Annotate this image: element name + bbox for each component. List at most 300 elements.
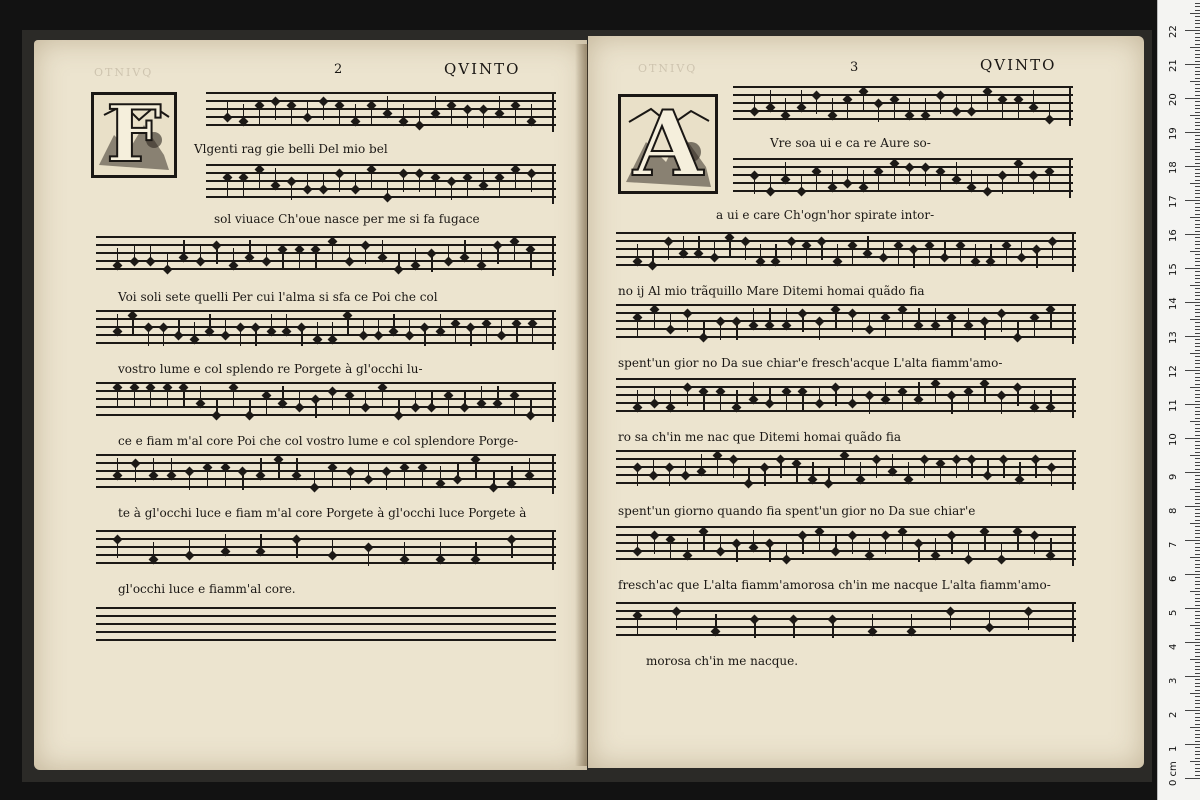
music-staff: [616, 304, 1076, 344]
note-stem: [403, 176, 404, 192]
note-stem: [847, 166, 848, 182]
note-stem: [821, 244, 822, 260]
ruler-tick: [1195, 91, 1200, 92]
note-stem: [483, 168, 484, 184]
staff-end-bar: [1069, 86, 1071, 126]
note-stem: [832, 98, 833, 114]
ruler-tick: [1195, 554, 1200, 555]
ruler-tick: [1195, 605, 1200, 606]
ruler-tick: [1195, 278, 1200, 279]
note-stem: [415, 248, 416, 264]
note-stem: [918, 546, 919, 562]
music-staff: [96, 310, 556, 350]
note-stem: [703, 534, 704, 550]
note-stem: [291, 184, 292, 200]
lyric-line: ro sa ch'in me nac que Ditemi homai quãdo fia: [618, 430, 902, 444]
note-stem: [382, 240, 383, 256]
ruler-tick: [1195, 632, 1200, 633]
ruler-tick: [1195, 224, 1200, 225]
note-stem: [301, 330, 302, 346]
ruler-tick: [1195, 37, 1200, 38]
note-stem: [132, 318, 133, 334]
note-stem: [786, 542, 787, 558]
note-stem: [440, 542, 441, 558]
note-stem: [259, 108, 260, 124]
note-stem: [940, 466, 941, 482]
note-stem: [409, 318, 410, 334]
note-stem: [299, 252, 300, 268]
note-stem: [971, 94, 972, 110]
note-stem: [451, 184, 452, 200]
staff-end-bar: [1072, 450, 1074, 490]
ruler-tick: [1195, 407, 1200, 408]
note-stem: [153, 542, 154, 558]
note-stem: [339, 176, 340, 192]
note-stem: [652, 248, 653, 264]
note-stem: [435, 180, 436, 196]
ruler-tick: [1190, 115, 1200, 116]
ruler-tick: [1195, 598, 1200, 599]
ruler-tick: [1195, 594, 1200, 595]
note-stem: [968, 308, 969, 324]
ruler-tick: [1185, 30, 1200, 31]
note-stem: [332, 538, 333, 554]
note-stem: [902, 394, 903, 410]
ruler-tick: [1190, 149, 1200, 150]
note-stem: [282, 386, 283, 402]
ruler-tick: [1190, 319, 1200, 320]
note-stem: [911, 614, 912, 630]
note-stem: [1002, 102, 1003, 118]
note-stem: [950, 614, 951, 630]
ruler-tick: [1195, 520, 1200, 521]
ruler-tick: [1195, 271, 1200, 272]
ruler-tick: [1195, 503, 1200, 504]
note-stem: [1051, 470, 1052, 486]
note-stem: [216, 248, 217, 264]
note-stem: [670, 542, 671, 558]
note-stem: [278, 462, 279, 478]
note-stem: [493, 470, 494, 486]
ruler-label: 1: [1168, 745, 1179, 752]
staff-end-bar: [1072, 232, 1074, 272]
music-staff: [206, 92, 556, 132]
ruler-tick: [1195, 261, 1200, 262]
music-staff: [96, 382, 556, 422]
ruler-label: 7: [1168, 541, 1179, 548]
ruler-tick: [1195, 101, 1200, 102]
ruler-label: 14: [1168, 297, 1179, 310]
note-stem: [863, 94, 864, 110]
note-stem: [323, 104, 324, 120]
ruler-tick: [1195, 662, 1200, 663]
note-stem: [150, 390, 151, 406]
ruler-tick: [1185, 98, 1200, 99]
note-stem: [654, 312, 655, 328]
ruler-tick: [1190, 557, 1200, 558]
ruler-tick: [1185, 302, 1200, 303]
note-stem: [501, 318, 502, 334]
note-stem: [225, 318, 226, 334]
note-stem: [802, 538, 803, 554]
ruler-tick: [1190, 659, 1200, 660]
ruler-tick: [1190, 693, 1200, 694]
note-stem: [1001, 542, 1002, 558]
ruler-tick: [1195, 380, 1200, 381]
note-stem: [1028, 614, 1029, 630]
note-stem: [529, 458, 530, 474]
note-stem: [802, 316, 803, 332]
ruler-tick: [1185, 336, 1200, 337]
music-staff: [96, 454, 556, 494]
note-stem: [736, 546, 737, 562]
note-stem: [363, 318, 364, 334]
note-stem: [935, 538, 936, 554]
note-stem: [183, 390, 184, 406]
music-staff: [616, 602, 1076, 642]
note-stem: [282, 252, 283, 268]
ruler-tick: [1195, 346, 1200, 347]
ruler-tick: [1195, 316, 1200, 317]
note-stem: [1021, 240, 1022, 256]
ruler-tick: [1195, 615, 1200, 616]
note-stem: [455, 326, 456, 342]
ruler-tick: [1195, 6, 1200, 7]
ruler-label: 13: [1168, 331, 1179, 344]
note-stem: [1050, 312, 1051, 328]
note-stem: [960, 248, 961, 264]
note-stem: [812, 462, 813, 478]
ruler-tick: [1195, 469, 1200, 470]
note-stem: [1050, 538, 1051, 554]
ruler-tick: [1195, 513, 1200, 514]
note-stem: [317, 322, 318, 338]
note-stem: [1017, 390, 1018, 406]
ruler-tick: [1195, 197, 1200, 198]
note-stem: [924, 462, 925, 478]
staff-end-bar: [552, 530, 554, 570]
music-staff: [616, 450, 1076, 490]
note-stem: [940, 98, 941, 114]
note-stem: [736, 390, 737, 406]
note-stem: [266, 244, 267, 260]
note-stem: [260, 534, 261, 550]
note-stem: [431, 390, 432, 406]
note-stem: [515, 172, 516, 188]
note-stem: [819, 534, 820, 550]
ruler-tick: [1195, 152, 1200, 153]
note-stem: [249, 240, 250, 256]
note-stem: [989, 610, 990, 626]
ruler-label: 9: [1168, 473, 1179, 480]
note-stem: [183, 240, 184, 256]
ruler-label: 10: [1168, 433, 1179, 446]
note-stem: [867, 236, 868, 252]
ruler-tick: [1195, 112, 1200, 113]
note-stem: [291, 108, 292, 124]
note-stem: [365, 390, 366, 406]
ruler-tick: [1195, 88, 1200, 89]
note-stem: [956, 162, 957, 178]
note-stem: [1018, 102, 1019, 118]
note-stem: [748, 466, 749, 482]
ruler-tick: [1190, 251, 1200, 252]
ruler-label: 3: [1168, 677, 1179, 684]
note-stem: [968, 394, 969, 410]
note-stem: [516, 326, 517, 342]
note-stem: [515, 108, 516, 124]
note-stem: [670, 390, 671, 406]
decorated-initial: [91, 92, 177, 178]
ruler-tick: [1185, 744, 1200, 745]
ruler-tick: [1195, 373, 1200, 374]
ruler-tick: [1195, 220, 1200, 221]
note-stem: [255, 330, 256, 346]
note-stem: [398, 398, 399, 414]
ruler-tick: [1195, 326, 1200, 327]
note-stem: [431, 256, 432, 272]
note-stem: [475, 542, 476, 558]
ruler-tick: [1185, 370, 1200, 371]
note-stem: [419, 176, 420, 192]
ruler-tick: [1185, 404, 1200, 405]
ruler-tick: [1190, 761, 1200, 762]
ruler-tick: [1195, 401, 1200, 402]
ruler-tick: [1195, 571, 1200, 572]
note-stem: [925, 170, 926, 186]
note-stem: [902, 534, 903, 550]
ruler-tick: [1195, 424, 1200, 425]
note-stem: [687, 390, 688, 406]
note-stem: [486, 326, 487, 342]
note-stem: [440, 314, 441, 330]
note-stem: [470, 330, 471, 346]
ruler-label: 22: [1168, 25, 1179, 38]
ruler-tick: [1195, 622, 1200, 623]
note-stem: [929, 248, 930, 264]
ruler-label: 4: [1168, 643, 1179, 650]
note-stem: [404, 470, 405, 486]
ruler-tick: [1185, 506, 1200, 507]
ruler-tick: [1195, 207, 1200, 208]
note-stem: [511, 542, 512, 558]
note-stem: [511, 466, 512, 482]
ruler-tick: [1195, 754, 1200, 755]
ruler-tick: [1195, 173, 1200, 174]
note-stem: [1017, 534, 1018, 550]
voice-part-heading: QVINTO: [980, 56, 1057, 74]
note-stem: [532, 326, 533, 342]
note-stem: [339, 108, 340, 124]
ruler-tick: [1190, 523, 1200, 524]
ruler-tick: [1195, 730, 1200, 731]
note-stem: [497, 248, 498, 264]
note-stem: [637, 390, 638, 406]
note-stem: [987, 458, 988, 474]
note-stem: [167, 390, 168, 406]
note-stem: [225, 534, 226, 550]
note-stem: [382, 390, 383, 406]
note-stem: [885, 538, 886, 554]
ruler-tick: [1195, 611, 1200, 612]
ruler-tick: [1195, 747, 1200, 748]
note-stem: [117, 458, 118, 474]
ruler-tick: [1195, 193, 1200, 194]
note-stem: [117, 542, 118, 558]
ruler-tick: [1195, 577, 1200, 578]
ruler-tick: [1195, 584, 1200, 585]
note-stem: [167, 252, 168, 268]
ruler-tick: [1195, 649, 1200, 650]
ruler-tick: [1190, 47, 1200, 48]
note-stem: [1036, 252, 1037, 268]
note-stem: [475, 462, 476, 478]
ruler-tick: [1195, 40, 1200, 41]
note-stem: [984, 534, 985, 550]
note-stem: [163, 330, 164, 346]
ruler-tick: [1195, 428, 1200, 429]
lyric-line: Vre soa ui e ca re Aure so-: [770, 136, 931, 150]
note-stem: [1001, 398, 1002, 414]
note-stem: [835, 390, 836, 406]
note-stem: [669, 470, 670, 486]
note-stem: [883, 240, 884, 256]
note-stem: [908, 462, 909, 478]
ruler-tick: [1195, 543, 1200, 544]
note-stem: [878, 174, 879, 190]
ruler-tick: [1195, 163, 1200, 164]
note-stem: [448, 244, 449, 260]
ruler-tick: [1195, 652, 1200, 653]
ruler-tick: [1195, 707, 1200, 708]
note-stem: [869, 538, 870, 554]
ruler-label: 17: [1168, 195, 1179, 208]
ruler-tick: [1195, 71, 1200, 72]
note-stem: [832, 170, 833, 186]
ruler-tick: [1195, 231, 1200, 232]
ruler-label: 12: [1168, 365, 1179, 378]
note-stem: [703, 394, 704, 410]
note-stem: [225, 470, 226, 486]
note-stem: [275, 104, 276, 120]
staff-end-bar: [552, 164, 554, 204]
ruler-tick: [1195, 758, 1200, 759]
ruler-label: 6: [1168, 575, 1179, 582]
ruler-tick: [1195, 737, 1200, 738]
ruler-tick: [1190, 81, 1200, 82]
note-stem: [296, 458, 297, 474]
note-stem: [249, 398, 250, 414]
note-stem: [200, 244, 201, 260]
note-stem: [148, 330, 149, 346]
ruler-tick: [1195, 186, 1200, 187]
note-stem: [703, 320, 704, 336]
ruler-tick: [1195, 700, 1200, 701]
note-stem: [775, 244, 776, 260]
ruler-tick: [1195, 210, 1200, 211]
note-stem: [483, 112, 484, 128]
ruler-tick: [1195, 180, 1200, 181]
note-stem: [637, 470, 638, 486]
note-stem: [944, 240, 945, 256]
note-stem: [448, 398, 449, 414]
ruler-tick: [1190, 13, 1200, 14]
right-page: [588, 36, 1144, 768]
ruler-tick: [1195, 751, 1200, 752]
ruler-tick: [1195, 356, 1200, 357]
note-stem: [892, 454, 893, 470]
note-stem: [754, 178, 755, 194]
ruler-tick: [1195, 214, 1200, 215]
ruler-tick: [1195, 190, 1200, 191]
note-stem: [925, 98, 926, 114]
ruler-tick: [1190, 727, 1200, 728]
note-stem: [209, 314, 210, 330]
note-stem: [1034, 390, 1035, 406]
note-stem: [514, 244, 515, 260]
note-stem: [1033, 178, 1034, 194]
ruler-tick: [1195, 254, 1200, 255]
music-staff: [96, 530, 556, 570]
ruler-tick: [1185, 132, 1200, 133]
note-stem: [1033, 90, 1034, 106]
staff-end-bar: [1072, 526, 1074, 566]
ruler-tick: [1195, 367, 1200, 368]
note-stem: [117, 248, 118, 264]
ruler-tick: [1195, 724, 1200, 725]
ruler-tick: [1195, 125, 1200, 126]
note-stem: [200, 386, 201, 402]
ruler-tick: [1195, 414, 1200, 415]
ruler-tick: [1185, 676, 1200, 677]
ruler-tick: [1190, 183, 1200, 184]
note-stem: [736, 324, 737, 340]
note-stem: [387, 96, 388, 112]
ruler-tick: [1195, 84, 1200, 85]
note-stem: [869, 312, 870, 328]
note-stem: [135, 466, 136, 482]
note-stem: [368, 462, 369, 478]
note-stem: [332, 394, 333, 410]
staff-end-bar: [1072, 602, 1074, 642]
note-stem: [816, 174, 817, 190]
ruler-label: 18: [1168, 161, 1179, 174]
page-number: 2: [334, 62, 343, 77]
note-stem: [153, 458, 154, 474]
ruler-tick: [1195, 537, 1200, 538]
note-stem: [653, 458, 654, 474]
ruler-label: 5: [1168, 609, 1179, 616]
note-stem: [785, 162, 786, 178]
note-stem: [802, 394, 803, 410]
ruler-label: 11: [1168, 399, 1179, 412]
ruler-tick: [1195, 78, 1200, 79]
ruler-tick: [1190, 285, 1200, 286]
note-stem: [676, 614, 677, 630]
ruler-tick: [1195, 588, 1200, 589]
note-stem: [419, 108, 420, 124]
note-stem: [902, 312, 903, 328]
note-stem: [835, 534, 836, 550]
note-stem: [753, 382, 754, 398]
ruler-tick: [1195, 448, 1200, 449]
note-stem: [171, 458, 172, 474]
note-stem: [951, 320, 952, 336]
note-stem: [637, 618, 638, 634]
note-stem: [349, 244, 350, 260]
note-stem: [531, 104, 532, 120]
note-stem: [481, 248, 482, 264]
